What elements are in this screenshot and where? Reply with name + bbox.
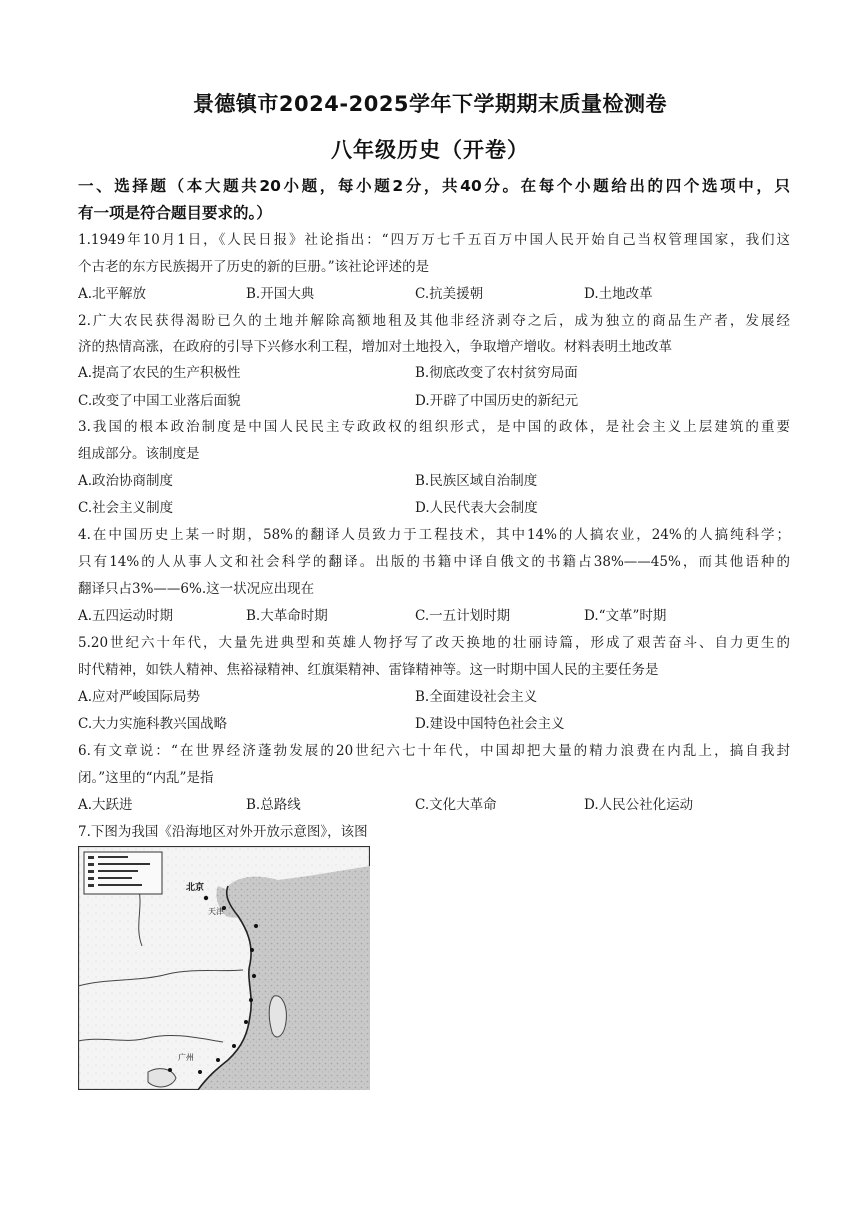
question-7-line-1: 7.下图为我国《沿海地区对外开放示意图》，该图 (78, 824, 368, 840)
question-5-line-2: 时代精神，如铁人精神、焦裕禄精神、红旗渠精神、雷锋精神等。这一时期中国人民的主要任务是 (78, 662, 659, 678)
question-4-line-1: 4.在中国历史上某一时期，58%的翻译人员致力于工程技术，其中14%的人搞农业，24%的人搞纯科学； (78, 527, 790, 543)
question-5-option-c: C.大力实施科教兴国战略 (78, 716, 228, 732)
question-6-option-c: C.文化大革命 (415, 797, 497, 813)
question-4-option-c: C.一五计划时期 (415, 608, 511, 624)
question-1-line-2: 个古老的东方民族揭开了历史的新的巨册。”该社论评述的是 (78, 259, 430, 275)
taiwan-island (269, 996, 286, 1037)
question-2-option-c: C.改变了中国工业落后面貌 (78, 393, 241, 409)
question-2-line-1: 2.广大农民获得渴盼已久的土地并解除高额地租及其他非经济剥夺之后，成为独立的商品生产者，发展经 (78, 313, 790, 329)
question-2-option-d: D.开辟了中国历史的新纪元 (415, 393, 579, 409)
question-4-option-a: A.五四运动时期 (78, 608, 174, 624)
question-3-option-c: C.社会主义制度 (78, 500, 174, 516)
map-legend (84, 852, 162, 894)
question-6-option-a: A.大跃进 (78, 797, 133, 813)
question-2-option-a: A.提高了农民的生产积极性 (78, 365, 241, 381)
question-2-option-b: B.彻底改变了农村贫穷局面 (415, 365, 578, 381)
question-5-option-a: A.应对严峻国际局势 (78, 689, 201, 705)
question-1-option-d: D.土地改革 (584, 286, 653, 302)
question-2-line-2: 济的热情高涨，在政府的引导下兴修水利工程，增加对土地投入，争取增产增收。材料表明土地改革 (78, 339, 672, 355)
exam-title: 景德镇市2024-2025学年下学期期末质量检测卷 (192, 92, 668, 116)
section-heading-line-2: 有一项是符合题目要求的。） (78, 204, 272, 222)
question-5-line-1: 5.20世纪六十年代，大量先进典型和英雄人物抒写了改天换地的壮丽诗篇，形成了艰苦奋斗、自力更生的 (78, 635, 790, 651)
section-heading-line-1: 一、选择题（本大题共20小题，每小题2分，共40分。在每个小题给出的四个选项中，只 (78, 177, 790, 195)
question-3-option-d: D.人民代表大会制度 (415, 500, 538, 516)
question-1-line-1: 1.1949年10月1日，《人民日报》社论指出：“四万万七千五百万中国人民开始自己当权管理国家，我们这 (78, 232, 790, 248)
question-6-option-b: B.总路线 (246, 797, 301, 813)
question-3-option-b: B.民族区域自治制度 (415, 473, 538, 489)
question-5-option-b: B.全面建设社会主义 (415, 689, 538, 705)
question-6-line-1: 6.有文章说：“在世界经济蓬勃发展的20世纪六七十年代，中国却把大量的精力浪费在内乱上，搞自我封 (78, 743, 790, 759)
question-3-line-2: 组成部分。该制度是 (78, 446, 200, 462)
question-6-line-2: 闭。”这里的“内乱”是指 (78, 770, 214, 786)
question-4-line-2: 只有14%的人从事人文和社会科学的翻译。出版的书籍中译自俄文的书籍占38%——45%，而其他语种的 (78, 554, 790, 570)
question-1-option-c: C.抗美援朝 (415, 286, 484, 302)
question-5-option-d: D.建设中国特色社会主义 (415, 716, 565, 732)
question-3-line-1: 3.我国的根本政治制度是中国人民民主专政政权的组织形式，是中国的政体，是社会主义上层建筑的重要 (78, 419, 790, 435)
question-4-option-b: B.大革命时期 (246, 608, 328, 624)
map-label-tianjin: 天津 (208, 907, 224, 916)
question-1-option-b: B.开国大典 (246, 286, 315, 302)
question-4-line-3: 翻译只占3%——6%.这一状况应出现在 (78, 581, 315, 597)
exam-subtitle: 八年级历史（开卷） (331, 138, 529, 162)
question-4-option-d: D.“文革”时期 (584, 608, 667, 624)
question-3-option-a: A.政治协商制度 (78, 473, 174, 489)
map-label-guangzhou: 广州 (178, 1053, 194, 1062)
question-1-option-a: A.北平解放 (78, 286, 147, 302)
coastal-opening-map (78, 846, 370, 1090)
map-label-beijing: 北京 (186, 883, 205, 893)
question-6-option-d: D.人民公社化运动 (584, 797, 694, 813)
